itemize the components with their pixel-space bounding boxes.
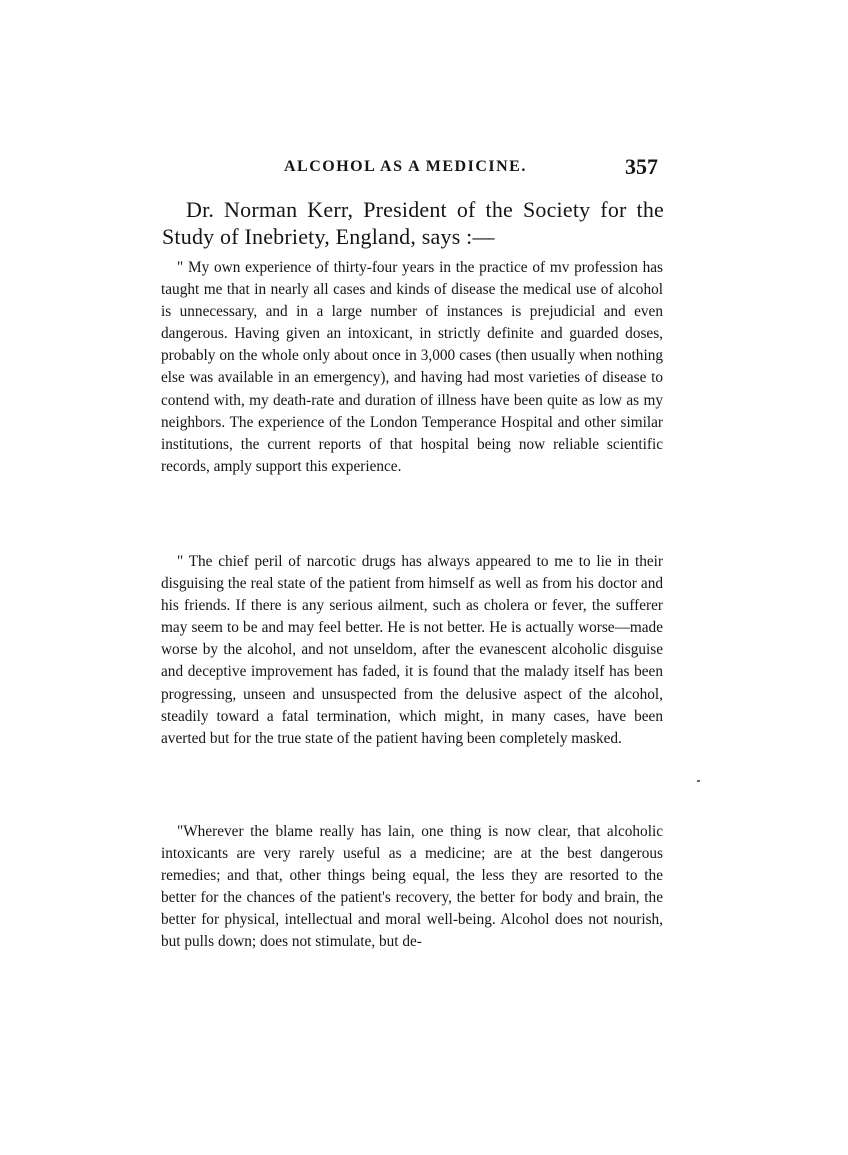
quote-paragraph-3: "Wherever the blame really has lain, one thing is now clear, that alcoholic intoxicants are very rarely useful as a medicine; are at the best dangerous remedies; and that, other things being equal, the less they are resorted to the better for the chances of the patient's recovery, the better for body and brain, the better for physical, intellectual and moral well-being. Alcohol does not nourish, but pulls down; does not stimulate, but de-	[161, 823, 663, 951]
quote-paragraph-2: " The chief peril of narcotic drugs has always appeared to me to lie in their disguising the real state of the patient from himself as well as from his doctor and his friends. If there is any serious ailment, such as cholera or fever, the sufferer may seem to be and may feel better. He is not better. He is actually worse—made worse by the alcohol, and not unseldom, after the evanescent alcoholic disguise and deceptive improvement has faded, it is found that the malady itself has been progressing, unseen and unsuspected from the delusive aspect of the alcohol, steadily toward a fatal termination, which might, in many cases, have been averted but for the true state of the patient having been completely masked.	[161, 553, 663, 747]
running-title: ALCOHOL AS A MEDICINE.	[284, 158, 527, 175]
quote-paragraph-1: " My own experience of thirty-four years in the practice of mv profession has taught me that in nearly all cases and kinds of disease the medical use of alcohol is unnecessary, and in a large number of instances is prejudicial and even dangerous. Having given an intoxicant, in strictly definite and guarded doses, probably on the whole only about once in 3,000 cases (then usually when nothing else was available in an emergency), and having had most varieties of disease to contend with, my death-rate and duration of illness have been quite as low as my neighbors. The experience of the London Temperance Hospital and other similar institutions, the current reports of that hospital being now reliable scientific records, amply support this experience.	[161, 259, 663, 475]
section-heading: Dr. Norman Kerr, President of the Society for the Study of Inebriety, England, says :—	[162, 197, 664, 249]
scan-speck	[697, 780, 700, 782]
page-number: 357	[625, 154, 658, 179]
running-header	[160, 156, 662, 184]
